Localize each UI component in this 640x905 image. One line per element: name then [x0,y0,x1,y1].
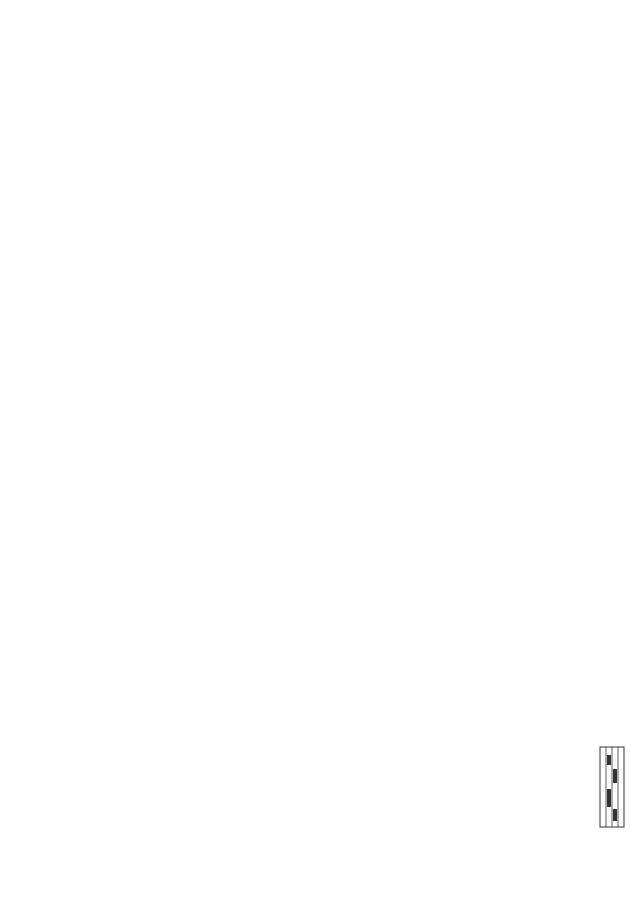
electronic-document-logo [597,745,627,829]
